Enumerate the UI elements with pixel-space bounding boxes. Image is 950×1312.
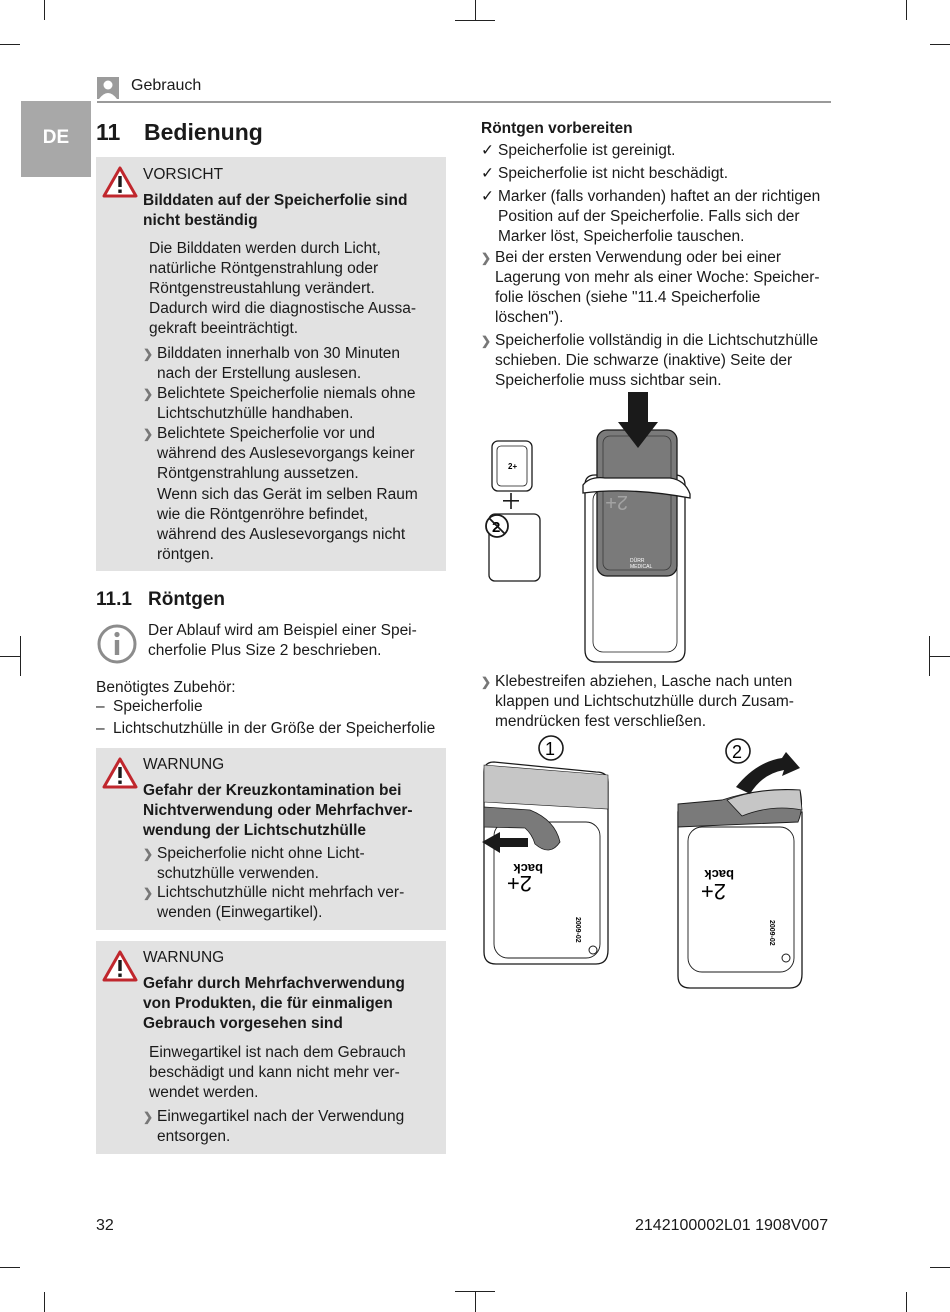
- warning-icon: [102, 950, 138, 982]
- plus-icon: [503, 493, 519, 509]
- step-2-marker: [726, 739, 750, 763]
- checklist-item: ✓ Speicherfolie ist nicht beschädigt.: [481, 165, 729, 182]
- warning-title: Gefahr durch Mehrfachverwendung von Produkten, die für einmaligen Gebrauch vorgesehen sind: [143, 975, 405, 1032]
- warning-icon: [102, 757, 138, 789]
- step-1-marker: [539, 736, 563, 760]
- header-rule: [97, 101, 831, 103]
- warning-bullet: ❯ Einwegartikel nach der Verwendung entsorgen.: [143, 1108, 405, 1145]
- crop-mark: [475, 0, 476, 20]
- svg-text:2: 2: [732, 742, 743, 762]
- prep-heading: Röntgen vorbereiten: [481, 120, 633, 137]
- crop-mark: [0, 656, 20, 657]
- crop-mark: [44, 0, 45, 20]
- caution-text: Die Bilddaten werden durch Licht, natürliche Röntgenstrahlung oder Röntgenstreustahlung verändert. Dadurch wird die diagnostische Aussa- gekraft beeinträchtigt.: [149, 240, 417, 337]
- warning-title: Gefahr der Kreuzkontamination bei Nichtverwendung oder Mehrfachver- wendung der Lichtschutzhülle: [143, 782, 413, 839]
- warning-bullet: ❯ Speicherfolie nicht ohne Licht- schutzhülle verwenden.: [143, 845, 365, 882]
- svg-text:2009-02: 2009-02: [574, 917, 581, 943]
- svg-text:2+: 2+: [508, 462, 518, 471]
- svg-text:DÜRR: DÜRR: [630, 558, 645, 564]
- figure-peel-strip: [480, 732, 620, 972]
- figure-fold-flap: [672, 732, 812, 992]
- no-symbol-icon: [486, 515, 508, 537]
- info-icon: [97, 624, 137, 664]
- step-item: ❯ Bei der ersten Verwendung oder bei einer Lagerung von mehr als einer Woche: Speicher- folie löschen (siehe "11.4 Speicherfolie löschen").: [481, 249, 820, 326]
- checklist-item: ✓ Marker (falls vorhanden) haftet an der richtigen Position auf der Speicherfolie. Falls sich der Marker löst, Speicherfolie tauschen.: [481, 188, 821, 245]
- svg-text:2+: 2+: [506, 871, 532, 896]
- svg-text:2: 2: [492, 519, 501, 536]
- warning-box-cross-contamination: [96, 748, 446, 930]
- warning-bullet: ❯ Lichtschutzhülle nicht mehrfach ver- wenden (Einwegartikel).: [143, 884, 405, 921]
- header-section-title: Gebrauch: [131, 77, 202, 94]
- crop-mark: [930, 656, 950, 657]
- svg-text:1: 1: [545, 739, 556, 759]
- crop-mark: [930, 44, 950, 45]
- signal-word: WARNUNG: [143, 949, 225, 966]
- crop-mark: [20, 636, 21, 676]
- checklist-item: ✓ Speicherfolie ist gereinigt.: [481, 142, 676, 159]
- crop-mark: [930, 1267, 950, 1268]
- warning-text: Einwegartikel ist nach dem Gebrauch beschädigt und kann nicht mehr ver- wendet werden.: [149, 1044, 406, 1101]
- figure-insert-plate: [480, 390, 700, 670]
- signal-word: VORSICHT: [143, 166, 224, 183]
- svg-text:2009-02: 2009-02: [768, 920, 775, 946]
- accessory-item: – Lichtschutzhülle in der Größe der Speicherfolie: [96, 720, 436, 737]
- caution-bullet: ❯ Belichtete Speicherfolie niemals ohne Lichtschutzhülle handhaben.: [143, 385, 416, 422]
- page-number: 32: [96, 1217, 114, 1234]
- step-item: ❯ Klebestreifen abziehen, Lasche nach unten klappen und Lichtschutzhülle durch Zusam- mendrücken fest verschließen.: [481, 673, 794, 730]
- crop-mark: [455, 20, 495, 21]
- crop-mark: [475, 1292, 476, 1312]
- crop-mark: [906, 0, 907, 20]
- document-code: 2142100002L01 1908V007: [635, 1217, 829, 1234]
- warning-box-single-use: [96, 941, 446, 1154]
- accessory-item: – Speicherfolie: [96, 698, 203, 715]
- language-tab: DE: [21, 101, 91, 177]
- section-title: 11.1 Röntgen: [96, 589, 226, 610]
- chapter-title: 11 Bedienung: [96, 119, 263, 145]
- caution-note: Wenn sich das Gerät im selben Raum wie die Röntgenröhre befindet, während des Auslesevorgangs nicht röntgen.: [157, 486, 418, 563]
- svg-text:back: back: [704, 867, 734, 882]
- accessories-heading: Benötigtes Zubehör:: [96, 679, 236, 696]
- caution-bullet: ❯ Bilddaten innerhalb von 30 Minuten nach der Erstellung auslesen.: [143, 345, 401, 382]
- svg-text:MEDICAL: MEDICAL: [630, 564, 653, 570]
- step-item: ❯ Speicherfolie vollständig in die Lichtschutzhülle schieben. Die schwarze (inaktive) Seite der Speicherfolie muss sichtbar sein.: [481, 332, 819, 389]
- crop-mark: [455, 1291, 495, 1292]
- small-plate-icon: [492, 441, 532, 491]
- caution-box: [96, 157, 446, 571]
- signal-word: WARNUNG: [143, 756, 225, 773]
- crop-mark: [906, 1292, 907, 1312]
- info-text: Der Ablauf wird am Beispiel einer Spei- cherfolie Plus Size 2 beschrieben.: [148, 622, 417, 659]
- caution-bullet: ❯ Belichtete Speicherfolie vor und während des Auslesevorgangs keiner Röntgenstrahlung aussetzen.: [143, 425, 415, 482]
- crop-mark: [0, 1267, 20, 1268]
- svg-text:2+: 2+: [700, 879, 726, 904]
- svg-text:back: back: [513, 861, 543, 876]
- warning-icon: [102, 166, 138, 198]
- user-icon: [97, 77, 119, 99]
- crop-mark: [44, 1292, 45, 1312]
- caution-title: Bilddaten auf der Speicherfolie sind nicht beständig: [143, 192, 408, 229]
- svg-text:2+: 2+: [605, 491, 628, 513]
- crop-mark: [0, 44, 20, 45]
